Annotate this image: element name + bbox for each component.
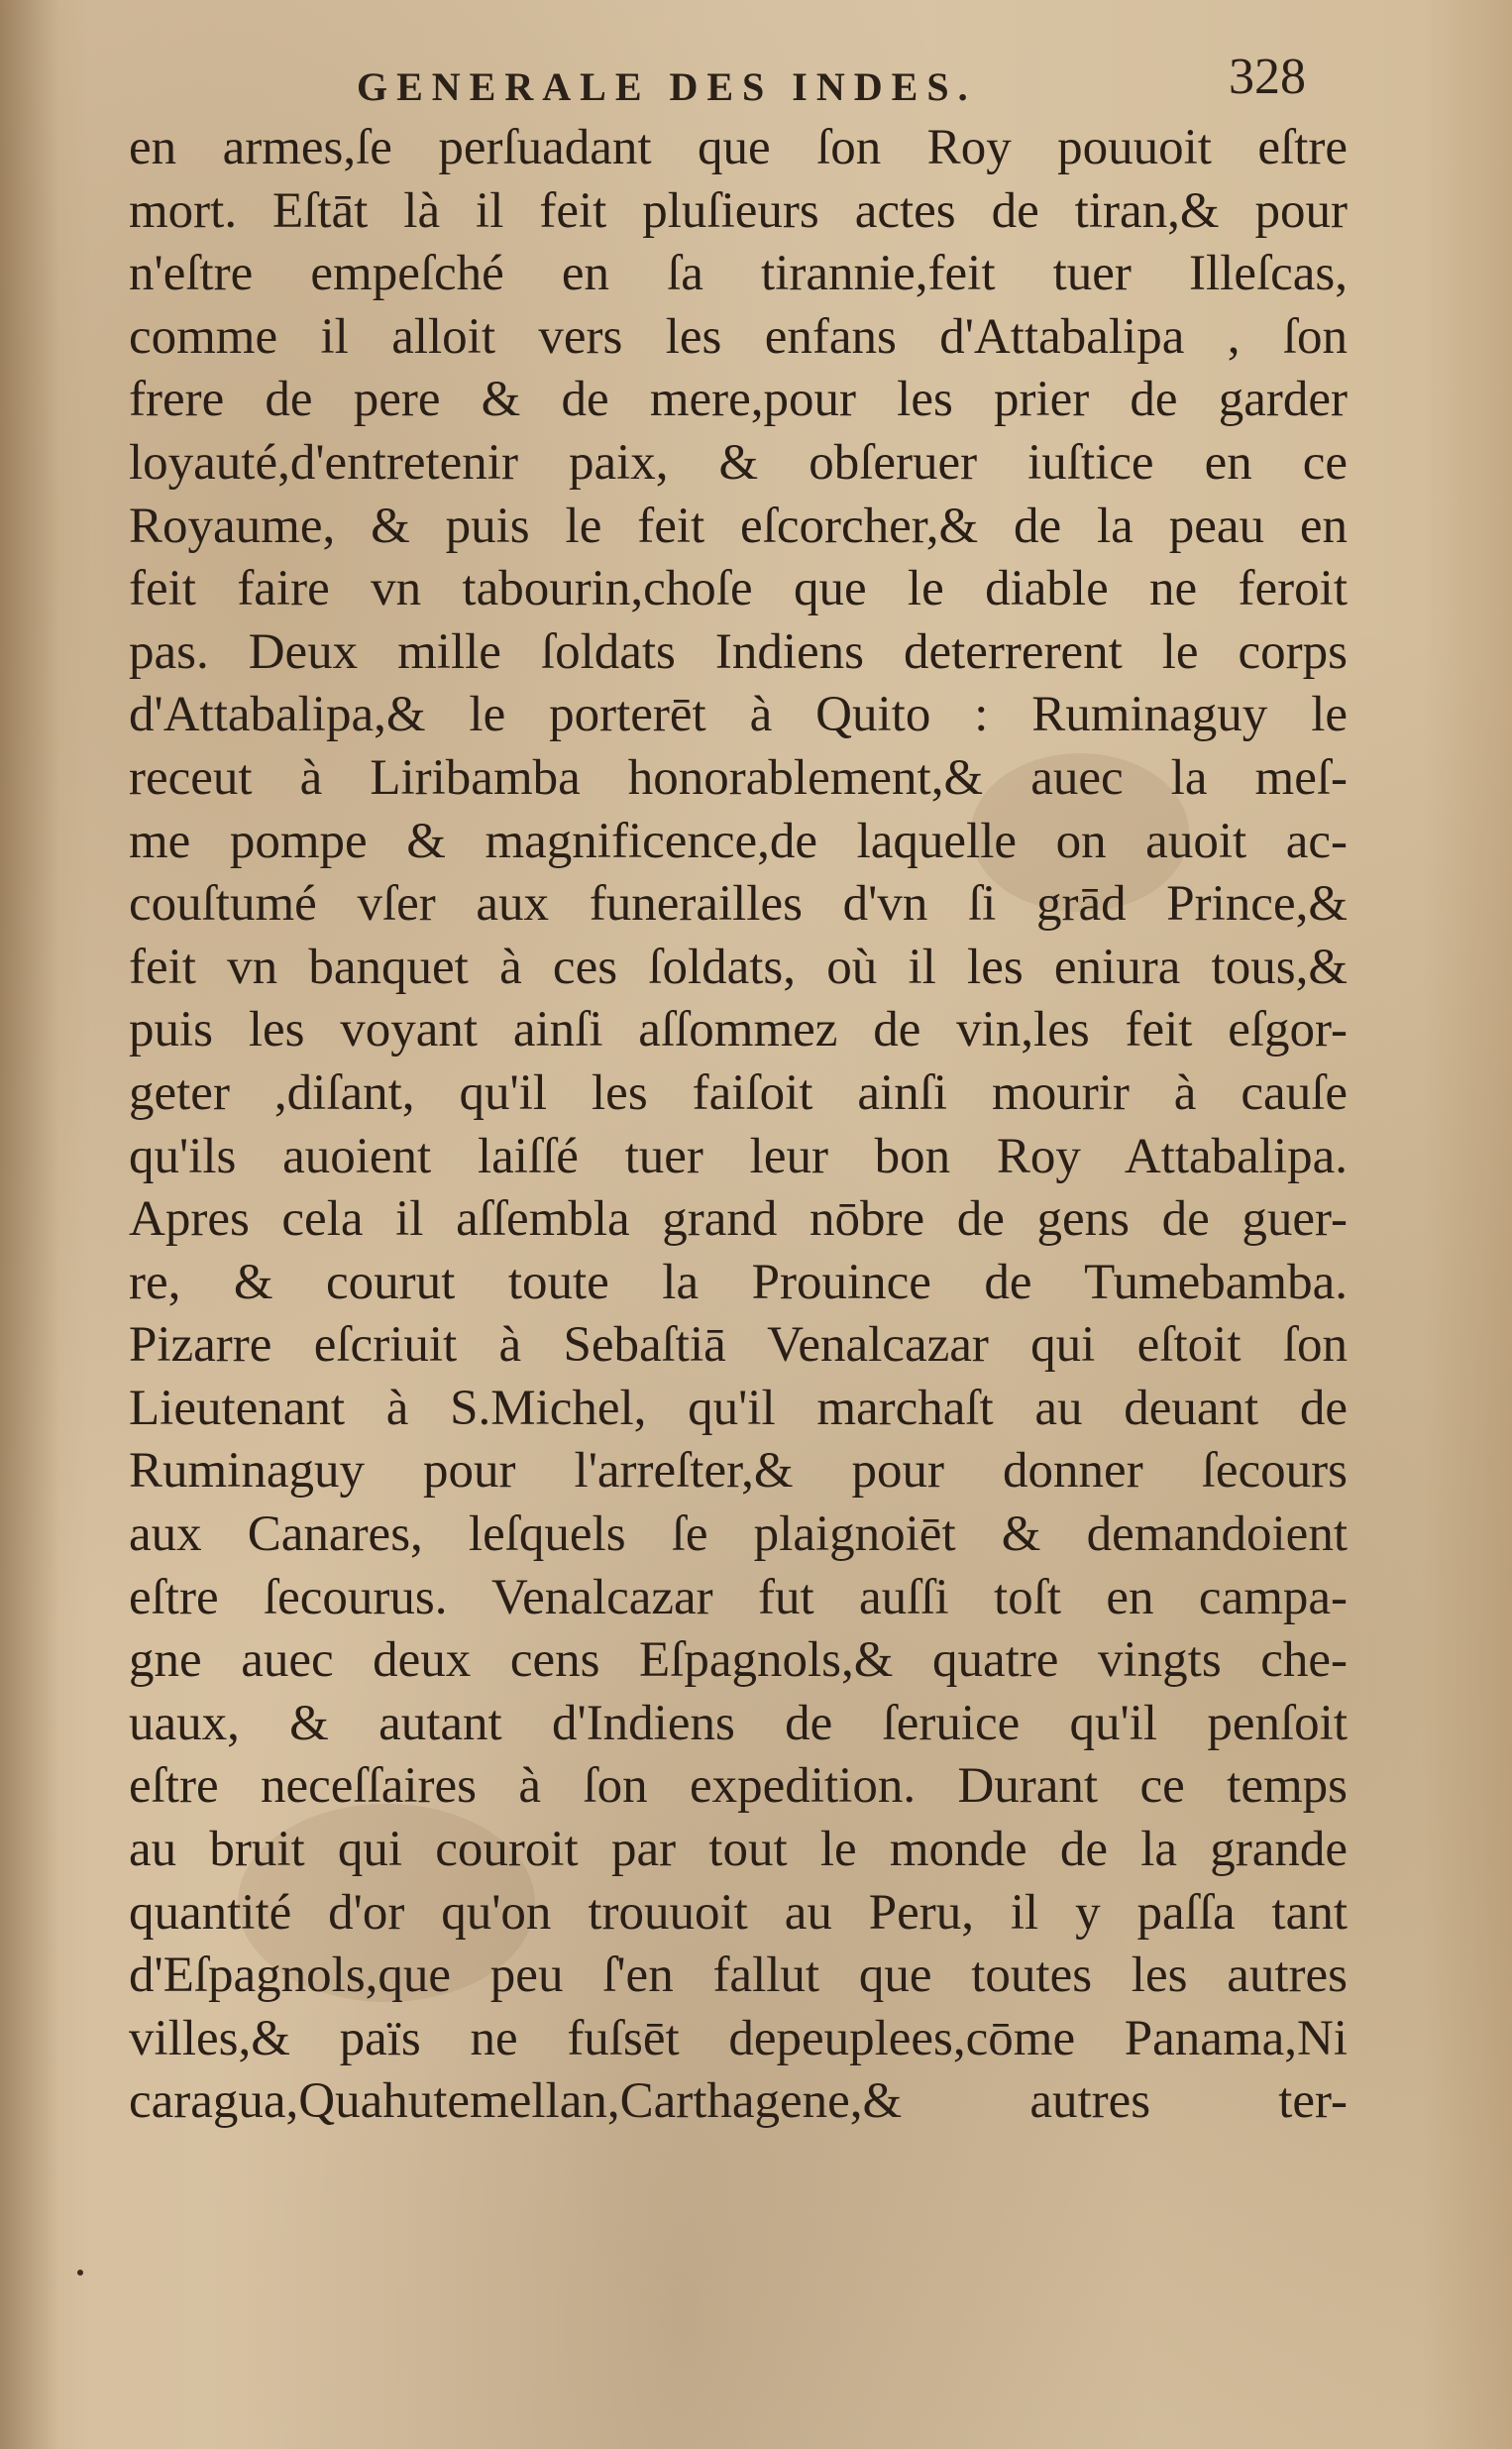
text-line: en armes,ſe perſuadant que ſon Roy pouuoit eſtre xyxy=(129,120,1348,175)
running-head: GENERALE DES INDES. xyxy=(357,64,977,109)
ink-dot xyxy=(77,2270,83,2276)
text-line: feit vn banquet à ces ſoldats, où il les eniura tous,& xyxy=(129,939,1348,995)
text-line: feit faire vn tabourin,choſe que le diable ne feroit xyxy=(129,561,1348,617)
text-line: loyauté,d'entretenir paix, & obſeruer iuſtice en ce xyxy=(129,434,1348,491)
body-text xyxy=(129,117,1348,2134)
text-line: aux Canares, leſquels ſe plaignoiēt & demandoient xyxy=(129,1506,1348,1563)
text-line: quantité d'or qu'on trouuoit au Peru, il y paſſa tant xyxy=(129,1884,1348,1941)
page-number: 328 xyxy=(1229,49,1306,105)
text-line: eſtre neceſſaires à ſon expedition. Durant ce temps xyxy=(129,1758,1348,1815)
text-line: caragua,Quahutemellan,Carthagene,& autres ter- xyxy=(129,2073,1348,2130)
text-line: villes,& païs ne fuſsēt depeuplees,cōme Panama,Ni xyxy=(129,2010,1348,2066)
text-line: d'Attabalipa,& le porterēt à Quito : Ruminaguy le xyxy=(129,687,1348,743)
text-line: couſtumé vſer aux funerailles d'vn ſi grād Prince,& xyxy=(129,876,1348,933)
text-line: au bruit qui couroit par tout le monde de la grande xyxy=(129,1822,1348,1878)
text-line: frere de pere & de mere,pour les prier de garder xyxy=(129,372,1348,428)
text-line: re, & courut toute la Prouince de Tumebamba. xyxy=(129,1254,1348,1310)
text-line: mort. Eſtāt là il feit pluſieurs actes de tiran,& pour xyxy=(129,182,1348,239)
text-line: eſtre ſecourus. Venalcazar fut auſſi toſt en campa- xyxy=(129,1569,1348,1625)
text-line: comme il alloit vers les enfans d'Attabalipa , ſon xyxy=(129,308,1348,365)
text-line: uaux, & autant d'Indiens de ſeruice qu'il penſoit xyxy=(129,1695,1348,1751)
text-line: Apres cela il aſſembla grand nōbre de gens de guer- xyxy=(129,1191,1348,1248)
text-line: Lieutenant à S.Michel, qu'il marchaſt au deuant de xyxy=(129,1380,1348,1436)
text-line: d'Eſpagnols,que peu ſ'en fallut que toutes les autres xyxy=(129,1948,1348,2004)
text-line: gne auec deux cens Eſpagnols,& quatre vingts che- xyxy=(129,1632,1348,1689)
text-line: Ruminaguy pour l'arreſter,& pour donner ſecours xyxy=(129,1443,1348,1500)
text-line: pas. Deux mille ſoldats Indiens deterrerent le corps xyxy=(129,623,1348,680)
gutter-shadow xyxy=(0,0,59,2449)
text-line: qu'ils auoient laiſſé tuer leur bon Roy Attabalipa. xyxy=(129,1128,1348,1184)
text-line: Pizarre eſcriuit à Sebaſtiā Venalcazar qui eſtoit ſon xyxy=(129,1317,1348,1374)
text-line: receut à Liribamba honorablement,& auec la meſ- xyxy=(129,749,1348,806)
text-line: geter ,diſant, qu'il les faiſoit ainſi mourir à cauſe xyxy=(129,1064,1348,1121)
text-line: puis les voyant ainſi aſſommez de vin,les feit eſgor- xyxy=(129,1002,1348,1058)
text-line: me pompe & magnificence,de laquelle on auoit ac- xyxy=(129,813,1348,869)
text-line: Royaume, & puis le feit eſcorcher,& de la peau en xyxy=(129,498,1348,554)
text-line: n'eſtre empeſché en ſa tirannie,feit tuer Illeſcas, xyxy=(129,246,1348,302)
